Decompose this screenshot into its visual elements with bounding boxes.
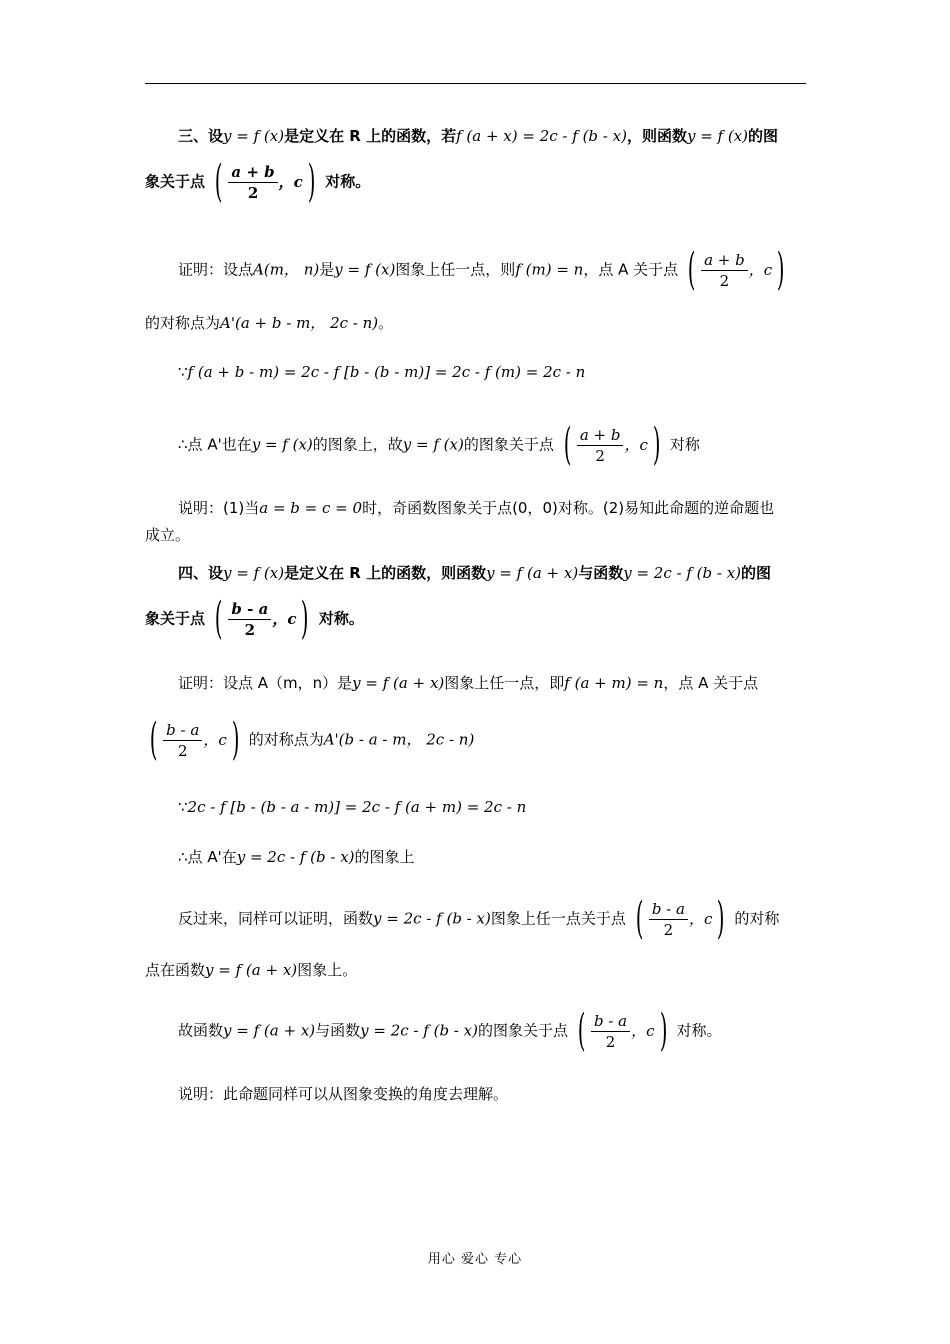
point-expression: ( $\frac{a + b}{2}$ ，c ) bbox=[687, 244, 785, 295]
text: 象关于点 bbox=[145, 172, 206, 191]
fraction-denominator: 2 bbox=[595, 446, 605, 465]
fraction-numerator: b - a bbox=[228, 599, 271, 620]
text: 四、设 bbox=[178, 564, 224, 582]
formula: y = f (a + x) bbox=[205, 961, 298, 979]
formula: a = b = c = 0 bbox=[259, 499, 363, 517]
section4-because bbox=[178, 794, 806, 820]
text: 时，奇函数图象关于点(0，0)对称。(2)易知此命题的逆命题也 bbox=[362, 499, 775, 517]
section4-converse-line2 bbox=[145, 957, 806, 983]
formula: f (m) = n bbox=[515, 260, 584, 279]
formula: y = 2c - f (b - x) bbox=[623, 564, 742, 582]
formula: A'(b - a - m， 2c - n) bbox=[323, 730, 475, 749]
point-second: ，c bbox=[631, 1022, 655, 1040]
text: 对称。 bbox=[318, 609, 364, 628]
section3-title-line2 bbox=[145, 156, 806, 207]
header-rule bbox=[145, 83, 806, 84]
fraction-numerator: b - a bbox=[591, 1011, 630, 1032]
text: 说明：(1)当 bbox=[178, 499, 260, 517]
text: 。 bbox=[378, 314, 394, 332]
formula: f (a + m) = n bbox=[564, 674, 664, 692]
formula: y = f (x) bbox=[223, 564, 285, 582]
text: 的对称 bbox=[734, 909, 780, 928]
section3-note-line1 bbox=[178, 495, 806, 521]
text: 点 A'也在 bbox=[187, 435, 252, 454]
fraction-numerator: a + b bbox=[701, 250, 748, 271]
formula: y = f (a + x) bbox=[486, 564, 579, 582]
text: 与函数 bbox=[315, 1021, 361, 1040]
point-expression: ( $\frac{b - a}{2}$ ，c ) bbox=[214, 593, 309, 644]
text: 反过来，同样可以证明，函数 bbox=[178, 909, 374, 928]
text: 图象上任一点，则 bbox=[395, 260, 516, 279]
formula: y = f (x) bbox=[686, 127, 749, 145]
text: 的对称点为 bbox=[248, 730, 324, 749]
fraction-numerator: b - a bbox=[163, 720, 202, 741]
formula: y = f (a + x) bbox=[223, 1021, 316, 1040]
section4-title-line2 bbox=[145, 593, 806, 644]
therefore-symbol: ∴ bbox=[178, 435, 188, 454]
fraction-numerator: b - a bbox=[649, 899, 688, 920]
text: ，点 A 关于点 bbox=[663, 674, 759, 692]
section4-title-line1 bbox=[178, 560, 806, 586]
formula: y = 2c - f (b - x) bbox=[236, 848, 355, 866]
text: 的图象上 bbox=[354, 848, 415, 866]
fraction-denominator: 2 bbox=[247, 183, 259, 202]
therefore-symbol: ∴ bbox=[178, 848, 188, 866]
text: 成立。 bbox=[145, 526, 191, 544]
text: 对称 bbox=[669, 435, 700, 454]
point-expression: ( $\frac{b - a}{2}$ ，c ) bbox=[577, 1005, 667, 1056]
text: 的图象关于点 bbox=[477, 1021, 568, 1040]
text: 图象上任一点关于点 bbox=[490, 909, 626, 928]
formula: y = f (x) bbox=[223, 127, 285, 145]
section4-proof-line2 bbox=[145, 714, 806, 765]
formula: y = 2c - f (b - x) bbox=[360, 1021, 478, 1040]
text: 象关于点 bbox=[145, 609, 206, 628]
text: 图象上。 bbox=[297, 961, 358, 979]
fraction-denominator: 2 bbox=[663, 920, 674, 939]
fraction-denominator: 2 bbox=[177, 741, 188, 760]
point-second: ，c bbox=[624, 436, 648, 454]
text: 是定义在 R 上的函数，若 bbox=[284, 127, 457, 145]
point-expression: ( $\frac{b - a}{2}$ ，c ) bbox=[635, 893, 725, 944]
formula: A'(a + b - m， 2c - n) bbox=[220, 314, 379, 332]
text: 说明：此命题同样可以从图象变换的角度去理解。 bbox=[178, 1085, 509, 1103]
fraction-numerator: a + b bbox=[577, 425, 624, 446]
text: 对称。 bbox=[325, 172, 371, 191]
text: 的对称点为 bbox=[145, 314, 221, 332]
point-second: ，c bbox=[748, 261, 773, 279]
text: 与函数 bbox=[578, 564, 624, 582]
formula: y = f (a + x) bbox=[352, 674, 445, 692]
formula: f (a + b - m) = 2c - f [b - (b - m)] = 2c - f (m) = 2c - n bbox=[187, 363, 586, 381]
text: 是定义在 R 上的函数，则函数 bbox=[284, 564, 487, 582]
formula: y = f (x) bbox=[402, 435, 464, 454]
page-footer: 用心 爱心 专心 bbox=[427, 1252, 523, 1267]
section3-note-line2 bbox=[145, 522, 806, 548]
point-expression: ( $\frac{a + b}{2}$ ，c ) bbox=[214, 156, 316, 207]
point-second: ，c bbox=[688, 910, 713, 928]
section3-title-line1 bbox=[178, 123, 806, 149]
text: 故函数 bbox=[178, 1021, 224, 1040]
section4-therefore bbox=[178, 844, 806, 870]
text: 是 bbox=[319, 260, 335, 279]
formula: y = 2c - f (b - x) bbox=[373, 909, 491, 928]
because-symbol: ∵ bbox=[178, 363, 188, 381]
section4-converse-line1 bbox=[178, 893, 806, 944]
point-second: ，c bbox=[203, 731, 227, 749]
formula: f (a + x) = 2c - f (b - x) bbox=[456, 127, 627, 145]
formula: A(m， n) bbox=[253, 260, 320, 279]
section4-note bbox=[178, 1081, 806, 1107]
fraction-numerator: a + b bbox=[228, 162, 277, 183]
section4-proof-line1 bbox=[178, 670, 806, 696]
section3-therefore bbox=[178, 419, 806, 470]
text: 对称。 bbox=[676, 1021, 722, 1040]
text: 的图象上，故 bbox=[312, 435, 403, 454]
text: 证明：设点 A（m，n）是 bbox=[178, 674, 353, 692]
point-expression: ( $\frac{b - a}{2}$ ，c ) bbox=[149, 714, 240, 765]
text: ，则函数 bbox=[626, 127, 687, 145]
fraction-denominator: 2 bbox=[605, 1032, 616, 1051]
text: 点在函数 bbox=[145, 961, 206, 979]
section3-because bbox=[178, 359, 806, 385]
section3-proof-line2 bbox=[145, 310, 806, 336]
fraction-denominator: 2 bbox=[719, 271, 730, 290]
text: 点 A'在 bbox=[187, 848, 237, 866]
formula: y = f (x) bbox=[251, 435, 313, 454]
section3-proof-line1 bbox=[178, 244, 806, 295]
point-expression: ( $\frac{a + b}{2}$ ，c ) bbox=[563, 419, 661, 470]
fraction-denominator: 2 bbox=[244, 620, 256, 639]
text: 图象上任一点，即 bbox=[444, 674, 565, 692]
text: 的图象关于点 bbox=[463, 435, 554, 454]
text: 的图 bbox=[741, 564, 772, 582]
text: 三、设 bbox=[178, 127, 224, 145]
point-second: ，c bbox=[278, 173, 303, 191]
point-second: ，c bbox=[272, 610, 297, 628]
formula: y = f (x) bbox=[334, 260, 396, 279]
text: 的图 bbox=[748, 127, 779, 145]
section4-conclusion bbox=[178, 1005, 806, 1056]
because-symbol: ∵ bbox=[178, 798, 188, 816]
text: ，点 A 关于点 bbox=[583, 260, 679, 279]
formula: 2c - f [b - (b - a - m)] = 2c - f (a + m) = 2c - n bbox=[187, 798, 527, 816]
text: 证明：设点 bbox=[178, 260, 254, 279]
